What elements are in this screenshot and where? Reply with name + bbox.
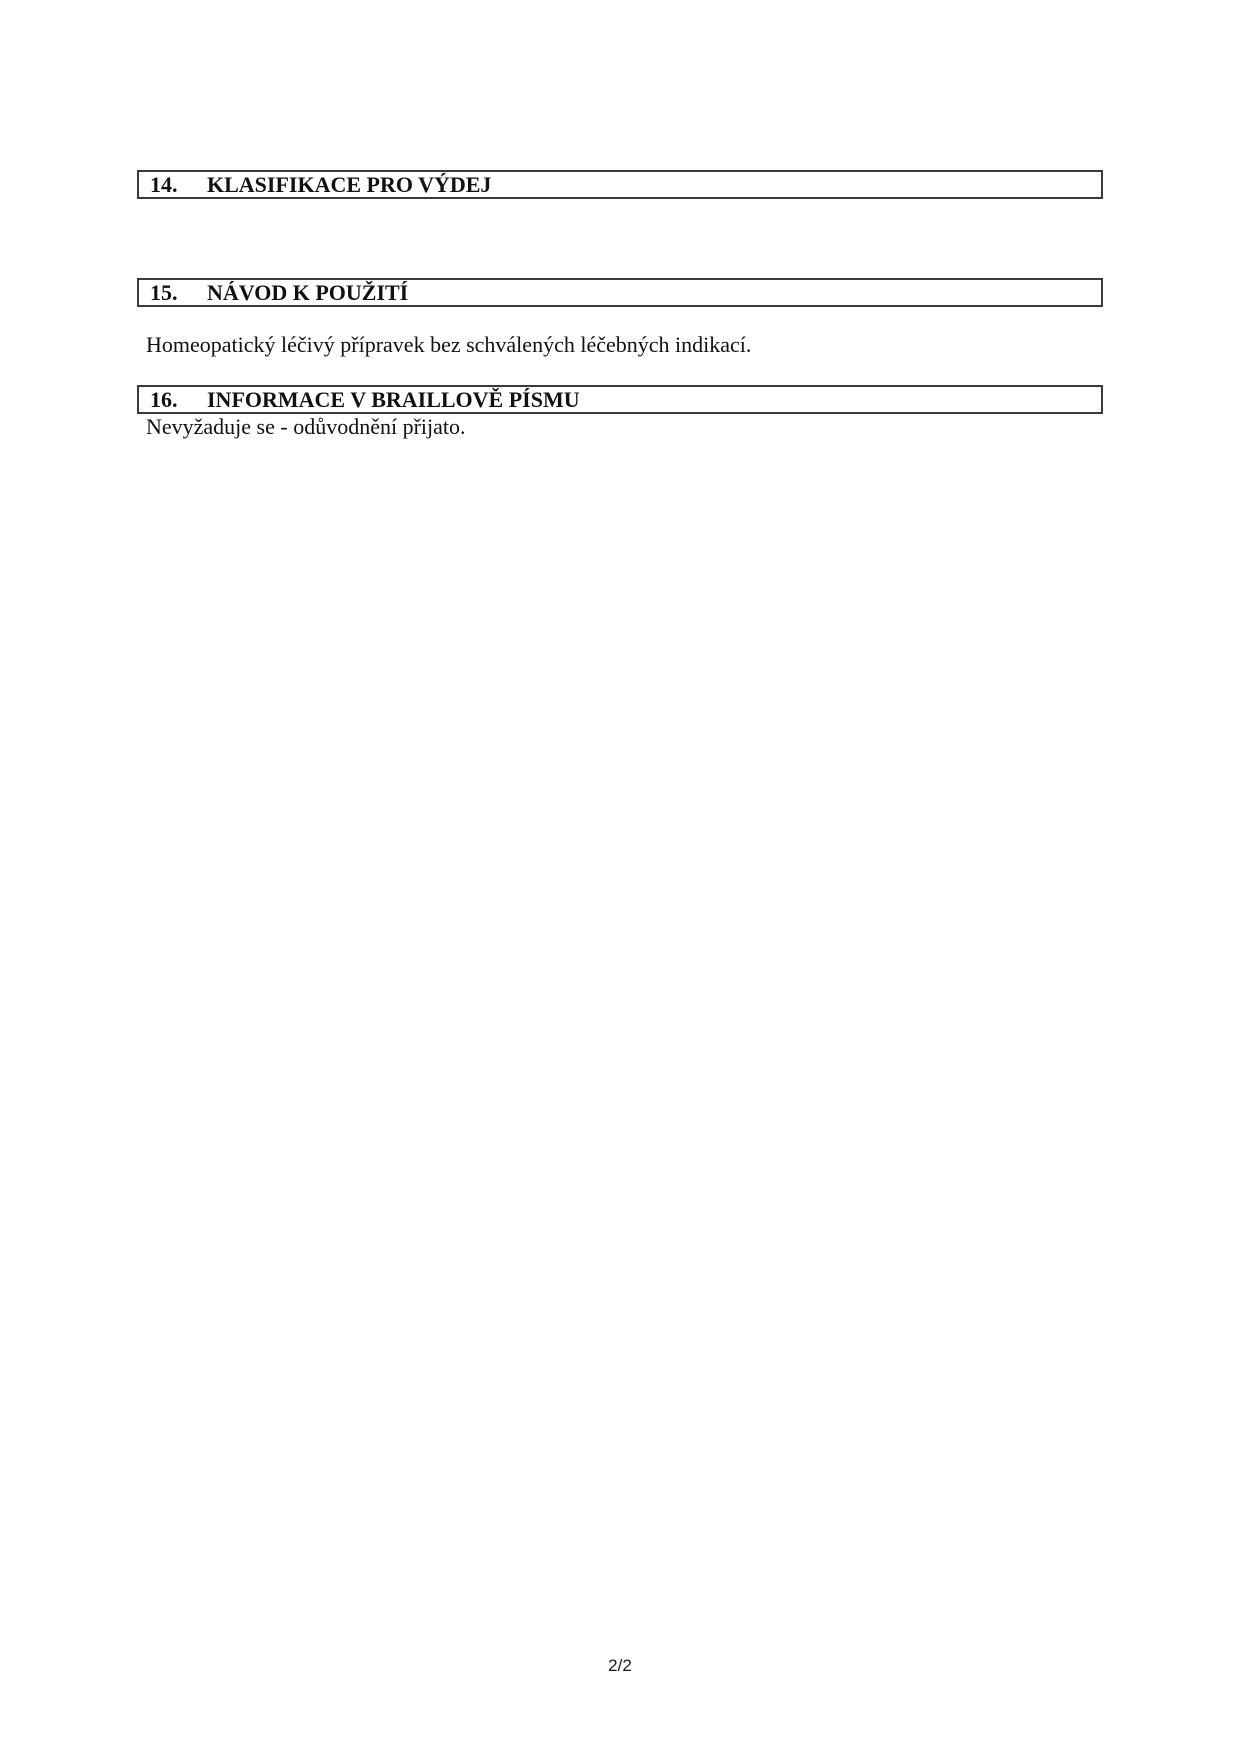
section-15-header: [137, 278, 1103, 307]
page-number: 2/2: [608, 1656, 632, 1675]
section-16-body-text: Nevyžaduje se - odůvodnění přijato.: [146, 414, 466, 439]
section-16-number: 16.: [150, 387, 178, 412]
section-14-title: KLASIFIKACE PRO VÝDEJ: [207, 172, 492, 197]
section-16-title: INFORMACE V BRAILLOVĚ PÍSMU: [207, 387, 580, 412]
section-15-title: NÁVOD K POUŽITÍ: [207, 280, 409, 305]
section-16-header: [137, 385, 1103, 414]
section-14-number: 14.: [150, 172, 178, 197]
section-15-body-text: Homeopatický léčivý přípravek bez schválených léčebných indikací.: [146, 332, 752, 357]
section-14-header: [137, 170, 1103, 199]
section-15-number: 15.: [150, 280, 178, 305]
